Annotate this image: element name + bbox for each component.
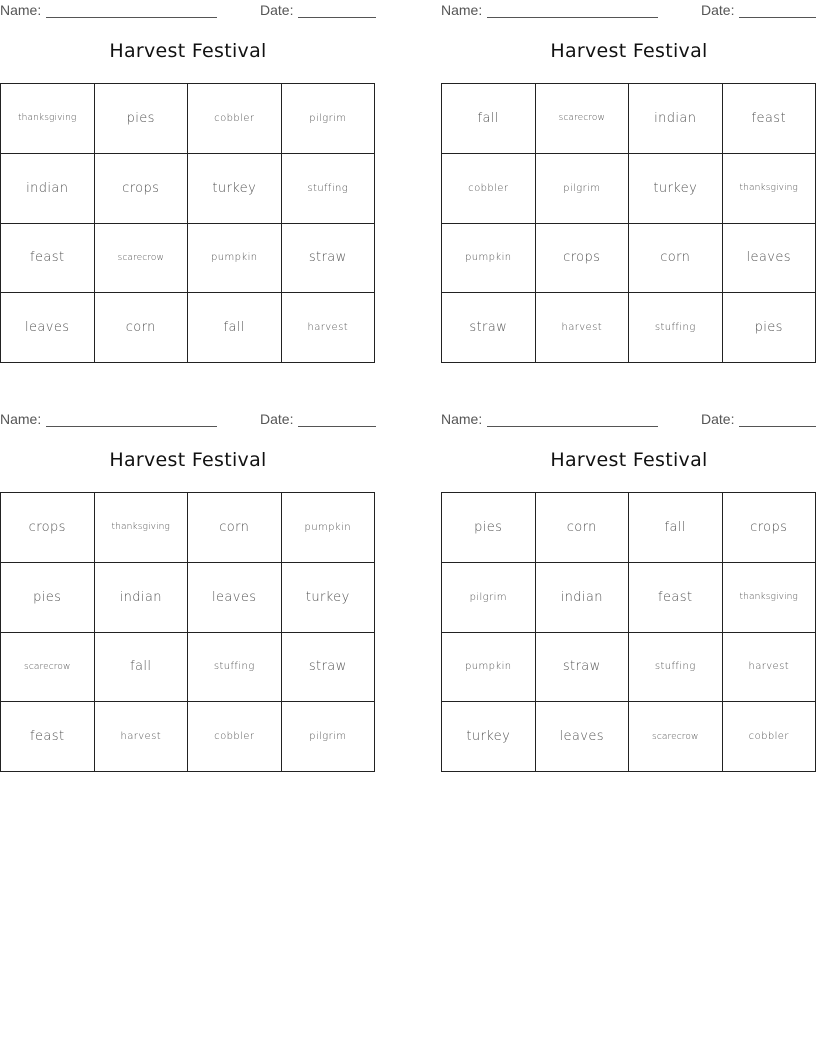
bingo-cell[interactable]: straw [282,633,376,703]
bingo-cell[interactable]: pies [1,563,95,633]
bingo-cell[interactable]: fall [629,493,723,563]
bingo-cell[interactable]: turkey [629,154,723,224]
date-label: Date: [701,2,735,18]
bingo-cell[interactable]: stuffing [629,633,723,703]
bingo-cell[interactable]: crops [1,493,95,563]
bingo-cell[interactable]: leaves [1,293,95,363]
bingo-cell[interactable]: corn [536,493,630,563]
bingo-cell[interactable]: leaves [723,224,816,294]
bingo-cell[interactable]: cobbler [723,702,816,772]
bingo-cell[interactable]: leaves [188,563,282,633]
name-label: Name: [0,411,42,427]
name-blank-line[interactable] [46,426,217,427]
bingo-grid [441,83,816,363]
bingo-cell[interactable]: leaves [536,702,630,772]
bingo-cell[interactable]: scarecrow [1,633,95,703]
bingo-cell[interactable]: corn [95,293,189,363]
card-title: Harvest Festival [550,449,708,471]
bingo-cell[interactable]: straw [536,633,630,703]
bingo-cell[interactable]: fall [95,633,189,703]
bingo-cell[interactable]: indian [1,154,95,224]
bingo-cell[interactable]: scarecrow [629,702,723,772]
bingo-cell[interactable]: harvest [536,293,630,363]
name-label: Name: [441,2,483,18]
bingo-card [0,0,376,380]
bingo-cell[interactable]: scarecrow [536,84,630,154]
bingo-cell[interactable]: corn [629,224,723,294]
bingo-cell[interactable]: straw [442,293,536,363]
bingo-cell[interactable]: pumpkin [282,493,376,563]
name-label: Name: [441,411,483,427]
bingo-cell[interactable]: scarecrow [95,224,189,294]
bingo-cell[interactable]: pilgrim [536,154,630,224]
date-label: Date: [260,411,294,427]
bingo-cell[interactable]: straw [282,224,376,294]
bingo-cell[interactable]: crops [536,224,630,294]
bingo-cell[interactable]: harvest [95,702,189,772]
bingo-cell[interactable]: fall [188,293,282,363]
bingo-cell[interactable]: feast [1,702,95,772]
bingo-grid [0,83,375,363]
bingo-cell[interactable]: turkey [282,563,376,633]
bingo-cell[interactable]: stuffing [282,154,376,224]
name-blank-line[interactable] [487,426,658,427]
bingo-cell[interactable]: stuffing [629,293,723,363]
bingo-cell[interactable]: thanksgiving [1,84,95,154]
bingo-cell[interactable]: thanksgiving [723,563,816,633]
card-title: Harvest Festival [550,40,708,62]
name-label: Name: [0,2,42,18]
card-title: Harvest Festival [109,449,267,471]
bingo-card [441,409,816,789]
date-blank-line[interactable] [298,17,376,18]
bingo-cell[interactable]: turkey [442,702,536,772]
bingo-cell[interactable]: indian [629,84,723,154]
bingo-grid [0,492,375,772]
bingo-cell[interactable]: harvest [282,293,376,363]
date-blank-line[interactable] [739,17,816,18]
bingo-cell[interactable]: pilgrim [282,84,376,154]
bingo-cell[interactable]: crops [95,154,189,224]
bingo-cell[interactable]: thanksgiving [95,493,189,563]
bingo-cell[interactable]: indian [95,563,189,633]
bingo-cell[interactable]: pilgrim [282,702,376,772]
bingo-cell[interactable]: corn [188,493,282,563]
bingo-cell[interactable]: crops [723,493,816,563]
bingo-cell[interactable]: harvest [723,633,816,703]
name-date-header [441,411,816,429]
bingo-cell[interactable]: cobbler [188,702,282,772]
bingo-grid [441,492,816,772]
bingo-cell[interactable]: cobbler [188,84,282,154]
bingo-cell[interactable]: thanksgiving [723,154,816,224]
bingo-cell[interactable]: stuffing [188,633,282,703]
bingo-cell[interactable]: pumpkin [188,224,282,294]
name-date-header [0,411,376,429]
bingo-cell[interactable]: feast [629,563,723,633]
date-label: Date: [260,2,294,18]
bingo-card [0,409,376,789]
bingo-cell[interactable]: turkey [188,154,282,224]
bingo-cell[interactable]: pumpkin [442,633,536,703]
bingo-cell[interactable]: pies [95,84,189,154]
bingo-cell[interactable]: pies [442,493,536,563]
bingo-cell[interactable]: pies [723,293,816,363]
name-blank-line[interactable] [46,17,217,18]
date-blank-line[interactable] [739,426,816,427]
bingo-cell[interactable]: feast [723,84,816,154]
date-label: Date: [701,411,735,427]
bingo-cell[interactable]: cobbler [442,154,536,224]
date-blank-line[interactable] [298,426,376,427]
name-blank-line[interactable] [487,17,658,18]
card-title: Harvest Festival [109,40,267,62]
bingo-cell[interactable]: fall [442,84,536,154]
name-date-header [0,2,376,20]
bingo-cell[interactable]: pilgrim [442,563,536,633]
bingo-cell[interactable]: indian [536,563,630,633]
bingo-cell[interactable]: feast [1,224,95,294]
name-date-header [441,2,816,20]
bingo-cell[interactable]: pumpkin [442,224,536,294]
bingo-card [441,0,816,380]
